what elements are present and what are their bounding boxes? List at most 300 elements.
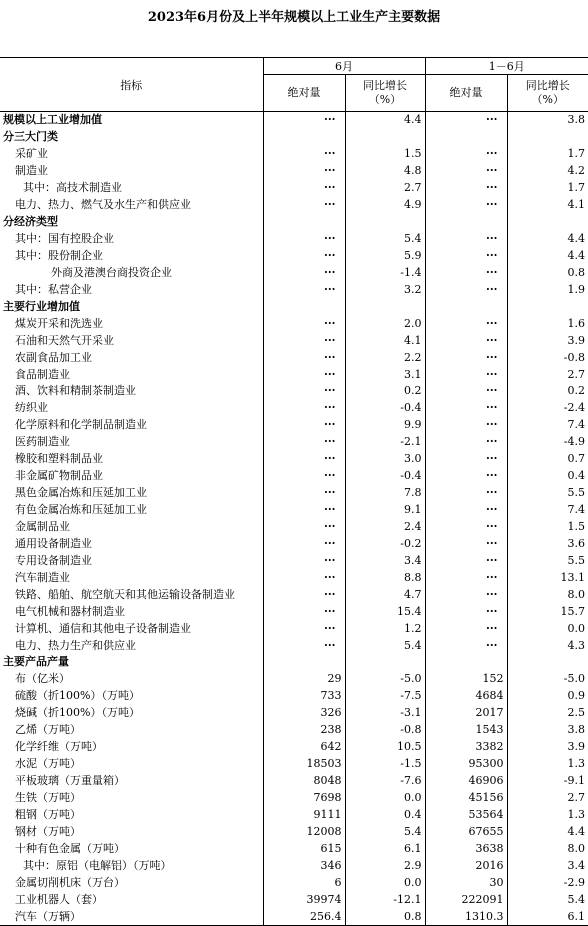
jan-june-yoy-cell: -0.8 bbox=[507, 349, 588, 366]
table-row bbox=[0, 908, 588, 925]
june-yoy-cell: 2.9 bbox=[345, 857, 425, 874]
table-row bbox=[0, 298, 588, 315]
table-row bbox=[0, 891, 588, 908]
jan-june-yoy-cell: 3.9 bbox=[507, 332, 588, 349]
table-row bbox=[0, 756, 588, 773]
jan-june-absolute-cell: ··· bbox=[425, 197, 507, 214]
jan-june-absolute-header: 绝对量 bbox=[425, 75, 507, 112]
june-yoy-cell: -7.5 bbox=[345, 688, 425, 705]
yoy-label: 同比增长 bbox=[525, 79, 570, 92]
june-yoy-cell: 2.0 bbox=[345, 315, 425, 332]
row-label: 纺织业 bbox=[15, 401, 48, 415]
june-yoy-cell: 3.1 bbox=[345, 366, 425, 383]
jan-june-yoy-cell: -5.0 bbox=[507, 671, 588, 688]
table-row bbox=[0, 366, 588, 383]
table-body bbox=[0, 112, 588, 926]
jan-june-yoy-cell bbox=[507, 129, 588, 146]
row-label: 分经济类型 bbox=[3, 215, 58, 229]
june-yoy-cell: 1.2 bbox=[345, 620, 425, 637]
june-absolute-cell: 326 bbox=[263, 705, 345, 722]
row-label: 医药制造业 bbox=[15, 435, 70, 449]
table-row bbox=[0, 688, 588, 705]
jan-june-yoy-cell: 13.1 bbox=[507, 569, 588, 586]
jan-june-absolute-cell: ··· bbox=[425, 637, 507, 654]
row-label: 水泥（万吨） bbox=[15, 757, 81, 771]
june-yoy-cell: -0.4 bbox=[345, 468, 425, 485]
june-yoy-header bbox=[345, 75, 425, 112]
jan-june-yoy-cell: 7.4 bbox=[507, 502, 588, 519]
table-row bbox=[0, 197, 588, 214]
june-absolute-cell: ··· bbox=[263, 197, 345, 214]
yoy-unit: （%） bbox=[531, 93, 564, 106]
table-row bbox=[0, 806, 588, 823]
jan-june-yoy-cell bbox=[507, 654, 588, 671]
row-label: 石油和天然气开采业 bbox=[15, 333, 114, 347]
table-row bbox=[0, 231, 588, 248]
jan-june-absolute-cell: ··· bbox=[425, 332, 507, 349]
row-label: 专用设备制造业 bbox=[15, 553, 92, 567]
june-absolute-cell: 29 bbox=[263, 671, 345, 688]
june-absolute-cell: ··· bbox=[263, 383, 345, 400]
table-row bbox=[0, 264, 588, 281]
row-label: 非金属矿物制品业 bbox=[15, 469, 103, 483]
jan-june-absolute-cell: ··· bbox=[425, 281, 507, 298]
table-row bbox=[0, 586, 588, 603]
document-title: 2023年6月份及上半年规模以上工业生产主要数据 bbox=[147, 10, 441, 25]
row-label: 化学纤维（万吨） bbox=[15, 740, 103, 754]
jan-june-yoy-cell: 1.5 bbox=[507, 519, 588, 536]
june-absolute-cell: 18503 bbox=[263, 756, 345, 773]
june-yoy-cell: -12.1 bbox=[345, 891, 425, 908]
table-row bbox=[0, 654, 588, 671]
jan-june-yoy-cell: 1.9 bbox=[507, 281, 588, 298]
june-yoy-cell: -1.5 bbox=[345, 756, 425, 773]
table-row bbox=[0, 823, 588, 840]
jan-june-absolute-cell: ··· bbox=[425, 248, 507, 265]
jan-june-absolute-cell: 53564 bbox=[425, 806, 507, 823]
jan-june-yoy-cell: 15.7 bbox=[507, 603, 588, 620]
june-absolute-cell: ··· bbox=[263, 366, 345, 383]
row-label: 其中：股份制企业 bbox=[15, 248, 103, 262]
june-yoy-cell: 0.4 bbox=[345, 806, 425, 823]
jan-june-yoy-cell: 3.8 bbox=[507, 112, 588, 129]
jan-june-yoy-cell: 6.1 bbox=[507, 908, 588, 925]
row-label: 烧碱（折100%）（万吨） bbox=[15, 706, 140, 720]
table-row bbox=[0, 383, 588, 400]
jan-june-yoy-cell: 3.9 bbox=[507, 739, 588, 756]
june-yoy-cell: 7.8 bbox=[345, 485, 425, 502]
june-yoy-cell: 4.1 bbox=[345, 332, 425, 349]
jan-june-absolute-cell bbox=[425, 214, 507, 231]
table-row bbox=[0, 129, 588, 146]
june-absolute-cell: ··· bbox=[263, 146, 345, 163]
jan-june-absolute-cell: ··· bbox=[425, 552, 507, 569]
row-label: 生铁（万吨） bbox=[15, 790, 81, 804]
june-yoy-cell bbox=[345, 129, 425, 146]
table-row bbox=[0, 163, 588, 180]
june-absolute-cell: ··· bbox=[263, 502, 345, 519]
june-absolute-cell: ··· bbox=[263, 264, 345, 281]
june-yoy-cell: 3.4 bbox=[345, 552, 425, 569]
june-yoy-cell: -7.6 bbox=[345, 773, 425, 790]
june-yoy-cell: 3.0 bbox=[345, 451, 425, 468]
row-label: 电力、热力生产和供应业 bbox=[15, 638, 136, 652]
row-label: 汽车制造业 bbox=[15, 570, 70, 584]
jan-june-yoy-cell: 3.8 bbox=[507, 722, 588, 739]
row-label: 化学原料和化学制品制造业 bbox=[15, 418, 147, 432]
june-yoy-cell: 1.5 bbox=[345, 146, 425, 163]
yoy-unit: （%） bbox=[368, 93, 402, 106]
june-absolute-cell: ··· bbox=[263, 163, 345, 180]
jan-june-absolute-cell bbox=[425, 298, 507, 315]
jan-june-absolute-cell: ··· bbox=[425, 315, 507, 332]
jan-june-absolute-cell: ··· bbox=[425, 451, 507, 468]
jan-june-yoy-cell: 4.4 bbox=[507, 823, 588, 840]
jan-june-yoy-cell: 2.7 bbox=[507, 366, 588, 383]
june-absolute-header: 绝对量 bbox=[263, 75, 345, 112]
june-yoy-cell: -0.4 bbox=[345, 400, 425, 417]
jan-june-yoy-cell: 0.9 bbox=[507, 688, 588, 705]
row-label: 规模以上工业增加值 bbox=[3, 113, 102, 127]
row-label: 布（亿米） bbox=[15, 672, 70, 686]
row-label: 十种有色金属（万吨） bbox=[15, 841, 125, 855]
jan-june-absolute-cell: ··· bbox=[425, 485, 507, 502]
jan-june-yoy-cell: -2.9 bbox=[507, 874, 588, 891]
row-label: 电力、热力、燃气及水生产和供应业 bbox=[15, 198, 191, 212]
jan-june-absolute-cell bbox=[425, 654, 507, 671]
june-yoy-cell: 4.8 bbox=[345, 163, 425, 180]
jan-june-yoy-cell: -4.9 bbox=[507, 434, 588, 451]
june-yoy-cell: 0.2 bbox=[345, 383, 425, 400]
row-label: 其中：国有控股企业 bbox=[15, 232, 114, 246]
jan-june-yoy-cell: 5.4 bbox=[507, 891, 588, 908]
table-row bbox=[0, 671, 588, 688]
jan-june-absolute-cell: ··· bbox=[425, 366, 507, 383]
june-absolute-cell: ··· bbox=[263, 485, 345, 502]
june-absolute-cell: ··· bbox=[263, 434, 345, 451]
row-label: 食品制造业 bbox=[15, 367, 70, 381]
june-absolute-cell: 39974 bbox=[263, 891, 345, 908]
row-label: 通用设备制造业 bbox=[15, 536, 92, 550]
table-row bbox=[0, 417, 588, 434]
table-row bbox=[0, 552, 588, 569]
june-yoy-cell: -1.4 bbox=[345, 264, 425, 281]
june-absolute-cell: 8048 bbox=[263, 773, 345, 790]
jan-june-yoy-cell: 1.7 bbox=[507, 180, 588, 197]
row-label: 计算机、通信和其他电子设备制造业 bbox=[15, 621, 191, 635]
june-absolute-cell: ··· bbox=[263, 281, 345, 298]
june-yoy-cell: 9.9 bbox=[345, 417, 425, 434]
june-yoy-cell: -2.1 bbox=[345, 434, 425, 451]
table-row bbox=[0, 603, 588, 620]
table-row bbox=[0, 739, 588, 756]
table-row bbox=[0, 485, 588, 502]
row-label: 汽车（万辆） bbox=[0, 908, 263, 925]
june-yoy-cell: 15.4 bbox=[345, 603, 425, 620]
june-absolute-cell: 256.4 bbox=[263, 908, 345, 925]
june-absolute-cell bbox=[263, 654, 345, 671]
june-absolute-cell bbox=[263, 214, 345, 231]
indicator-header: 指标 bbox=[0, 58, 263, 112]
june-absolute-cell: ··· bbox=[263, 468, 345, 485]
june-absolute-cell bbox=[263, 129, 345, 146]
jan-june-yoy-cell: 3.6 bbox=[507, 535, 588, 552]
row-label: 金属切削机床（万台） bbox=[15, 875, 125, 889]
row-label: 煤炭开采和洗选业 bbox=[15, 316, 103, 330]
june-absolute-cell: ··· bbox=[263, 349, 345, 366]
table-row bbox=[0, 620, 588, 637]
jan-june-yoy-cell: 1.3 bbox=[507, 806, 588, 823]
june-yoy-cell: -0.2 bbox=[345, 535, 425, 552]
june-yoy-cell: 4.9 bbox=[345, 197, 425, 214]
industrial-production-table bbox=[0, 57, 588, 926]
table-row bbox=[0, 146, 588, 163]
june-yoy-cell: 2.2 bbox=[345, 349, 425, 366]
row-label: 铁路、船舶、航空航天和其他运输设备制造业 bbox=[15, 587, 235, 601]
jan-june-absolute-cell: 95300 bbox=[425, 756, 507, 773]
june-absolute-cell: ··· bbox=[263, 569, 345, 586]
table-row bbox=[0, 705, 588, 722]
row-label: 分三大门类 bbox=[3, 130, 58, 144]
table-row bbox=[0, 773, 588, 790]
jan-june-absolute-cell: ··· bbox=[425, 349, 507, 366]
table-row bbox=[0, 434, 588, 451]
jan-june-absolute-cell: 3382 bbox=[425, 739, 507, 756]
jan-june-yoy-cell bbox=[507, 214, 588, 231]
table-row bbox=[0, 180, 588, 197]
table-row bbox=[0, 349, 588, 366]
jan-june-yoy-cell: -9.1 bbox=[507, 773, 588, 790]
table-row bbox=[0, 214, 588, 231]
june-absolute-cell: 642 bbox=[263, 739, 345, 756]
june-yoy-cell: 4.4 bbox=[345, 112, 425, 129]
june-absolute-cell: 9111 bbox=[263, 806, 345, 823]
june-absolute-cell: ··· bbox=[263, 400, 345, 417]
jan-june-absolute-cell: 152 bbox=[425, 671, 507, 688]
table-row bbox=[0, 874, 588, 891]
june-yoy-cell: 9.1 bbox=[345, 502, 425, 519]
june-yoy-cell bbox=[345, 214, 425, 231]
jan-june-yoy-cell: 0.4 bbox=[507, 468, 588, 485]
jan-june-yoy-cell: 8.0 bbox=[507, 840, 588, 857]
june-yoy-cell: 2.7 bbox=[345, 180, 425, 197]
jan-june-yoy-header bbox=[507, 75, 588, 112]
june-absolute-cell: 7698 bbox=[263, 790, 345, 807]
jan-june-absolute-cell: 45156 bbox=[425, 790, 507, 807]
jan-june-yoy-cell bbox=[507, 298, 588, 315]
jan-june-absolute-cell: ··· bbox=[425, 620, 507, 637]
row-label: 黑色金属冶炼和压延加工业 bbox=[15, 486, 147, 500]
jan-june-absolute-cell: 2016 bbox=[425, 857, 507, 874]
june-absolute-cell: ··· bbox=[263, 552, 345, 569]
june-group-header: 6月 bbox=[263, 58, 425, 75]
row-label: 橡胶和塑料制品业 bbox=[15, 452, 103, 466]
june-yoy-cell: 5.4 bbox=[345, 637, 425, 654]
table-row bbox=[0, 332, 588, 349]
row-label: 电气机械和器材制造业 bbox=[15, 604, 125, 618]
june-yoy-cell: -5.0 bbox=[345, 671, 425, 688]
june-yoy-cell: 5.4 bbox=[345, 823, 425, 840]
jan-june-absolute-cell: 1310.3 bbox=[425, 908, 507, 925]
row-label: 有色金属冶炼和压延加工业 bbox=[15, 503, 147, 517]
table-row bbox=[0, 451, 588, 468]
row-label: 其中：私营企业 bbox=[15, 282, 92, 296]
jan-june-yoy-cell: 2.7 bbox=[507, 790, 588, 807]
table-row bbox=[0, 535, 588, 552]
jan-june-yoy-cell: 5.5 bbox=[507, 552, 588, 569]
june-absolute-cell: 12008 bbox=[263, 823, 345, 840]
june-yoy-cell bbox=[345, 298, 425, 315]
jan-june-yoy-cell: 5.5 bbox=[507, 485, 588, 502]
june-absolute-cell: ··· bbox=[263, 332, 345, 349]
june-absolute-cell: 6 bbox=[263, 874, 345, 891]
jan-june-absolute-cell: 4684 bbox=[425, 688, 507, 705]
june-absolute-cell: ··· bbox=[263, 315, 345, 332]
table-row bbox=[0, 722, 588, 739]
june-yoy-cell: 6.1 bbox=[345, 840, 425, 857]
jan-june-absolute-cell: ··· bbox=[425, 163, 507, 180]
jan-june-absolute-cell: ··· bbox=[425, 231, 507, 248]
jan-june-absolute-cell: ··· bbox=[425, 603, 507, 620]
jan-june-absolute-cell: ··· bbox=[425, 535, 507, 552]
row-label: 制造业 bbox=[15, 164, 48, 178]
table-header bbox=[0, 58, 588, 112]
row-label: 乙烯（万吨） bbox=[15, 723, 81, 737]
jan-june-absolute-cell: ··· bbox=[425, 468, 507, 485]
table-row bbox=[0, 840, 588, 857]
jan-june-yoy-cell: 1.7 bbox=[507, 146, 588, 163]
jan-june-absolute-cell: ··· bbox=[425, 180, 507, 197]
june-yoy-cell: -0.8 bbox=[345, 722, 425, 739]
table-row bbox=[0, 502, 588, 519]
june-absolute-cell: ··· bbox=[263, 519, 345, 536]
table-row bbox=[0, 248, 588, 265]
table-row bbox=[0, 519, 588, 536]
jan-june-absolute-cell: 46906 bbox=[425, 773, 507, 790]
jan-june-absolute-cell: 3638 bbox=[425, 840, 507, 857]
june-absolute-cell: 346 bbox=[263, 857, 345, 874]
june-yoy-cell: 0.0 bbox=[345, 790, 425, 807]
jan-june-yoy-cell: 0.8 bbox=[507, 264, 588, 281]
row-label: 粗钢（万吨） bbox=[15, 807, 81, 821]
row-label: 金属制品业 bbox=[15, 519, 70, 533]
jan-june-absolute-cell: ··· bbox=[425, 434, 507, 451]
jan-june-absolute-cell: ··· bbox=[425, 264, 507, 281]
june-absolute-cell: ··· bbox=[263, 180, 345, 197]
june-absolute-cell: ··· bbox=[263, 620, 345, 637]
june-absolute-cell: 615 bbox=[263, 840, 345, 857]
jan-june-yoy-cell: 0.2 bbox=[507, 383, 588, 400]
jan-june-absolute-cell: ··· bbox=[425, 112, 507, 129]
row-label: 采矿业 bbox=[15, 147, 48, 161]
june-absolute-cell: 733 bbox=[263, 688, 345, 705]
jan-june-absolute-cell: ··· bbox=[425, 569, 507, 586]
june-absolute-cell: ··· bbox=[263, 535, 345, 552]
jan-june-yoy-cell: 4.4 bbox=[507, 248, 588, 265]
jan-june-yoy-cell: 4.3 bbox=[507, 637, 588, 654]
jan-june-absolute-cell bbox=[425, 129, 507, 146]
row-label: 其中：原铝（电解铝）（万吨） bbox=[23, 858, 172, 872]
june-yoy-cell bbox=[345, 654, 425, 671]
table-row bbox=[0, 281, 588, 298]
june-absolute-cell: ··· bbox=[263, 586, 345, 603]
june-yoy-cell: 8.8 bbox=[345, 569, 425, 586]
june-absolute-cell: ··· bbox=[263, 637, 345, 654]
row-label: 工业机器人（套） bbox=[15, 892, 103, 906]
june-yoy-cell: 4.7 bbox=[345, 586, 425, 603]
june-yoy-cell: 5.4 bbox=[345, 231, 425, 248]
jan-june-absolute-cell: 1543 bbox=[425, 722, 507, 739]
jan-june-yoy-cell: 0.7 bbox=[507, 451, 588, 468]
jan-june-absolute-cell: 30 bbox=[425, 874, 507, 891]
row-label: 其中：高技术制造业 bbox=[23, 181, 122, 195]
june-yoy-cell: -3.1 bbox=[345, 705, 425, 722]
jan-june-absolute-cell: ··· bbox=[425, 146, 507, 163]
jan-june-yoy-cell: 2.5 bbox=[507, 705, 588, 722]
june-absolute-cell: ··· bbox=[263, 451, 345, 468]
jan-june-absolute-cell: 67655 bbox=[425, 823, 507, 840]
yoy-label: 同比增长 bbox=[363, 79, 407, 92]
jan-june-absolute-cell: ··· bbox=[425, 417, 507, 434]
row-label: 钢材（万吨） bbox=[15, 824, 81, 838]
jan-june-absolute-cell: ··· bbox=[425, 586, 507, 603]
table-row bbox=[0, 468, 588, 485]
jan-june-absolute-cell: ··· bbox=[425, 400, 507, 417]
row-label: 主要产品产量 bbox=[3, 655, 69, 669]
june-absolute-cell bbox=[263, 298, 345, 315]
row-label: 酒、饮料和精制茶制造业 bbox=[15, 384, 136, 398]
jan-june-yoy-cell: 4.1 bbox=[507, 197, 588, 214]
june-absolute-cell: 238 bbox=[263, 722, 345, 739]
jan-june-absolute-cell: 2017 bbox=[425, 705, 507, 722]
jan-june-yoy-cell: 7.4 bbox=[507, 417, 588, 434]
row-label: 农副食品加工业 bbox=[15, 350, 92, 364]
june-absolute-cell: ··· bbox=[263, 603, 345, 620]
table-row bbox=[0, 790, 588, 807]
row-label: 主要行业增加值 bbox=[3, 299, 80, 313]
june-yoy-cell: 2.4 bbox=[345, 519, 425, 536]
june-yoy-cell: 0.0 bbox=[345, 874, 425, 891]
june-yoy-cell: 0.8 bbox=[345, 908, 425, 925]
jan-june-yoy-cell: 1.6 bbox=[507, 315, 588, 332]
jan-june-yoy-cell: 3.4 bbox=[507, 857, 588, 874]
row-label: 外商及港澳台商投资企业 bbox=[51, 265, 172, 279]
jan-june-yoy-cell: 0.0 bbox=[507, 620, 588, 637]
jan-june-absolute-cell: ··· bbox=[425, 519, 507, 536]
june-yoy-cell: 3.2 bbox=[345, 281, 425, 298]
june-absolute-cell: ··· bbox=[263, 248, 345, 265]
june-absolute-cell: ··· bbox=[263, 417, 345, 434]
table-row bbox=[0, 637, 588, 654]
june-yoy-cell: 10.5 bbox=[345, 739, 425, 756]
row-label: 硫酸（折100%）（万吨） bbox=[15, 689, 140, 703]
table-row bbox=[0, 400, 588, 417]
table-row bbox=[0, 112, 588, 129]
jan-june-absolute-cell: 222091 bbox=[425, 891, 507, 908]
table-row bbox=[0, 857, 588, 874]
jan-june-absolute-cell: ··· bbox=[425, 502, 507, 519]
june-absolute-cell: ··· bbox=[263, 112, 345, 129]
jan-june-absolute-cell: ··· bbox=[425, 383, 507, 400]
june-absolute-cell: ··· bbox=[263, 231, 345, 248]
jan-june-group-header: 1－6月 bbox=[425, 58, 588, 75]
jan-june-yoy-cell: -2.4 bbox=[507, 400, 588, 417]
jan-june-yoy-cell: 4.4 bbox=[507, 231, 588, 248]
jan-june-yoy-cell: 8.0 bbox=[507, 586, 588, 603]
june-yoy-cell: 5.9 bbox=[345, 248, 425, 265]
table-row bbox=[0, 569, 588, 586]
row-label: 平板玻璃（万重量箱） bbox=[15, 774, 125, 788]
